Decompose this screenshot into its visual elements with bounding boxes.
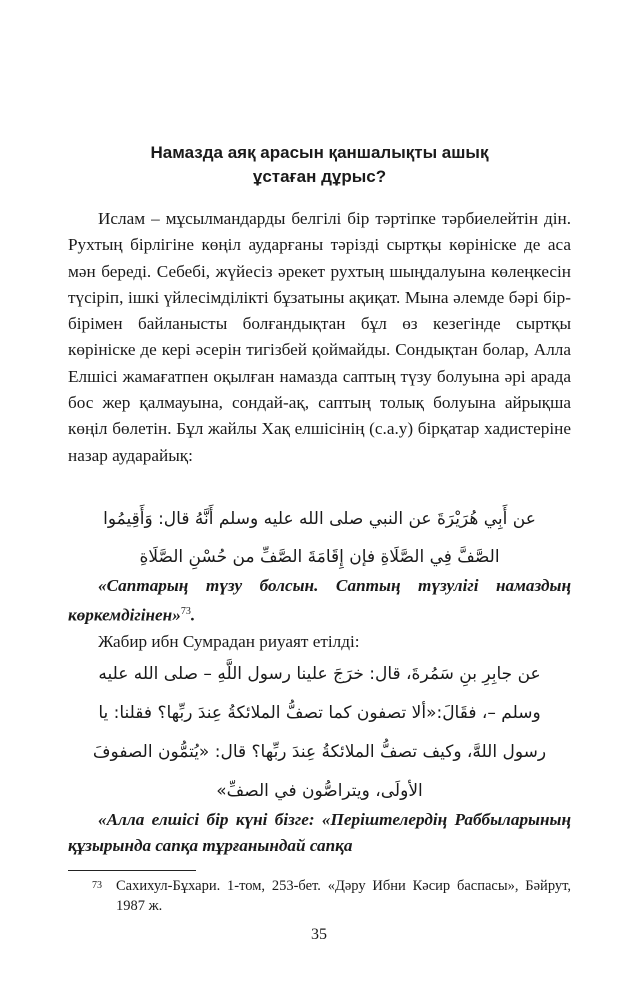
hadith-1-arabic — [68, 500, 571, 576]
section-title-line-2: ұстаған дұрыс? — [252, 167, 387, 186]
footnote-text: Сахихул-Бұхари. 1-том, 253-бет. «Дәру Ибни Кәсир баспасы», Бәйрут, 1987 ж. — [116, 878, 571, 914]
hadith-2-arabic-line-1: عن جابِرِ بنِ سَمُرةَ، قال: خرَجَ علينا رسول اللَّهِ – صلى الله عليه — [98, 664, 541, 684]
hadith-2-arabic-line-2: وسلم –، فقَالَ:«ألا تصفون كما تصفُّ الملائكةُ عِندَ ربِّها؟ فقلنا: يا — [98, 703, 541, 723]
hadith-1-arabic-line-2: الصَّفَّ فِي الصَّلَاةِ فإن إِقَامَةَ الصَّفِّ من حُسْنِ الصَّلَاةِ — [139, 547, 500, 567]
footnote — [68, 876, 571, 916]
hadith-1-translation: «Саптарың түзу болсын. Саптың түзулігі намаздың көркемдігінен»$^{73}$. — [68, 576, 571, 626]
intro-block — [68, 206, 571, 469]
hadith-2-arabic-line-4: الأولَى، ويتراصُّون في الصفِّ» — [216, 781, 423, 801]
footnote-separator — [68, 870, 196, 871]
hadith-2-translation: «Алла елшісі бір күні бізге: «Періштелердің Раббыларының құзырында сапқа тұрғанындай сапқа — [68, 810, 571, 856]
hadith-2-arabic-line-3: رسول اللهَّ، وكيف تصفُّ الملائكةُ عِندَ ربِّها؟ قال: «يُتمُّون الصفوفَ — [92, 742, 547, 762]
intro-paragraph: Ислам – мұсылмандарды белгілі бір тәртіпке тәрбиелейтін дін. Рухтың бірлігіне көңіл аударғаны тәрізді сыртқы көрініске де аса мән береді. Себебі, жүйесіз әрекет рухтың шыңдалуына көлеңкесін түсіріп, ішкі үйлесімділікті бұзатыны ақиқат. Мына әлемде бәрі бір-бірімен байланысты болғандықтан бұл өз кезегінде сыртқы көрініске де кері әсерін тигізбей қоймайды. Сондықтан болар, Алла Елшісі жамағатпен оқылған намазда саптың түзу болуына әрі арада бос жер қалмауына, сондай-ақ, саптың толық болуына айрықша көңіл бөлетін. Бұл жайлы Хақ елшісінің (с.а.у) бірқатар хадистеріне назар аударайық: — [68, 209, 571, 465]
hadith-1-translation-block — [68, 573, 571, 656]
narration-intro: Жабир ибн Сумрадан риуаят етілді: — [98, 632, 360, 652]
section-title-line-1: Намазда аяқ арасын қаншалықты ашық — [150, 143, 489, 162]
page-number: 35 — [311, 926, 327, 943]
hadith-2-arabic — [68, 655, 571, 811]
hadith-2-translation-block — [68, 807, 571, 860]
hadith-1-arabic-line-1: عن أَبِي هُرَيْرَةَ عن النبي صلى الله عليه وسلم أَنَّهُ قال: وَأَقِيمُوا — [103, 509, 536, 529]
footnote-reference: 73 — [180, 606, 191, 618]
section-title — [68, 141, 571, 189]
hadith-1-translation-text: «Саптарың түзу болсын. Саптың түзулігі намаздың көркемдігінен» — [68, 576, 571, 626]
footnote-number: 73 — [92, 880, 102, 891]
